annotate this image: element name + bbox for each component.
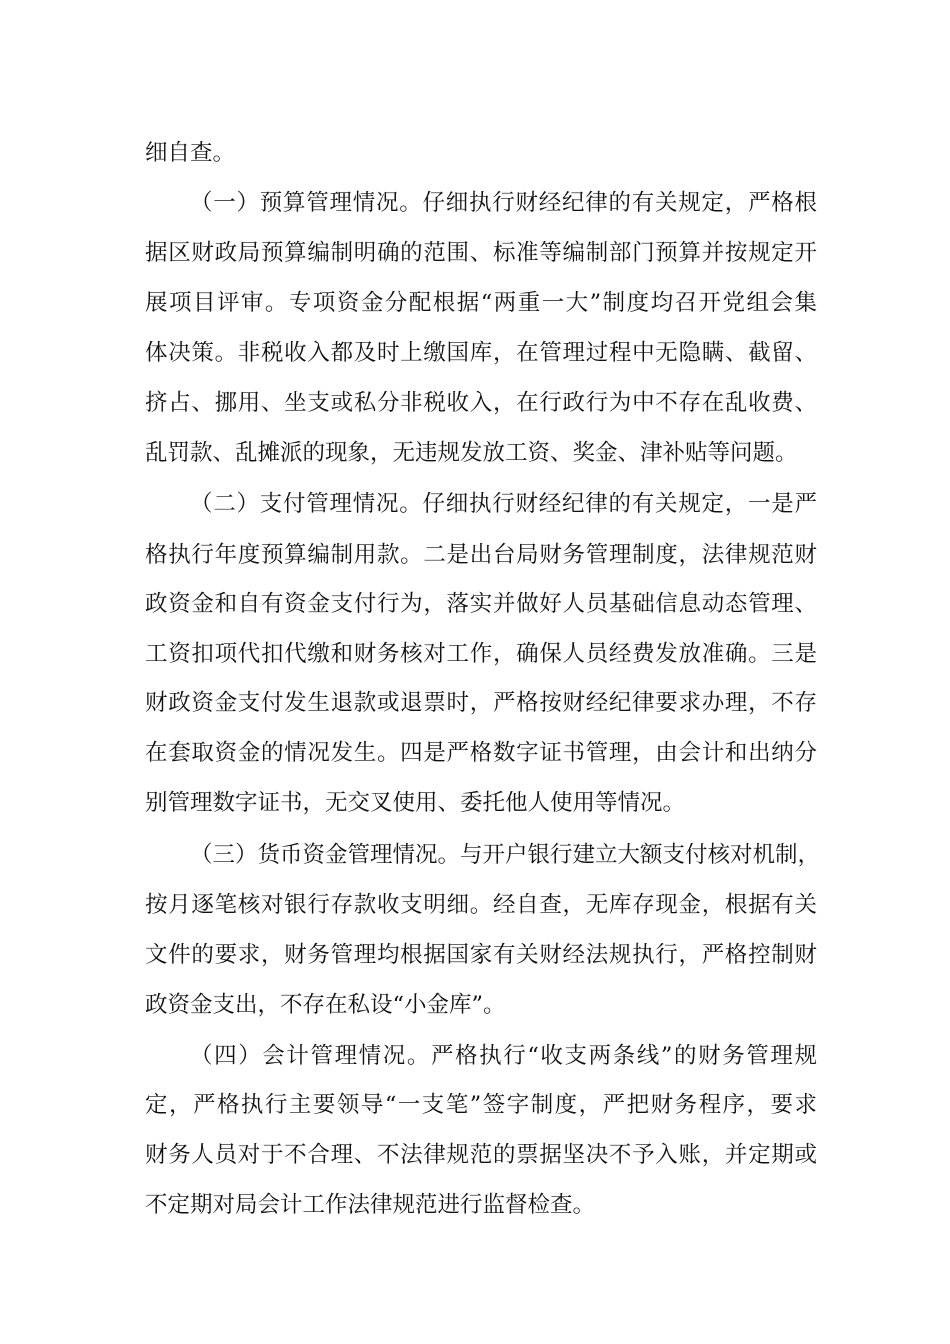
text-line: 别管理数字证书，无交叉使用、委托他人使用等情况。 bbox=[145, 790, 686, 816]
text-line: 细自查。 bbox=[145, 140, 236, 166]
text-line: 展项目评审。专项资金分配根据“两重一大”制度均召开党组会集 bbox=[145, 290, 817, 316]
text-line: （一）预算管理情况。仔细执行财经纪律的有关规定，严格根 bbox=[190, 190, 817, 216]
text-line: 挤占、挪用、坐支或私分非税收入，在行政行为中不存在乱收费、 bbox=[145, 390, 817, 416]
text-line: 定，严格执行主要领导“一支笔”签字制度，严把财务程序，要求 bbox=[145, 1092, 817, 1118]
text-line: 文件的要求，财务管理均根据国家有关财经法规执行，严格控制财 bbox=[145, 942, 817, 968]
text-line: （四）会计管理情况。严格执行“收支两条线”的财务管理规 bbox=[190, 1043, 817, 1069]
text-line: 按月逐笔核对银行存款收支明细。经自查，无库存现金，根据有关 bbox=[145, 892, 817, 918]
text-line: 不定期对局会计工作法律规范进行监督检查。 bbox=[145, 1192, 596, 1218]
text-line: 财务人员对于不合理、不法律规范的票据坚决不予入账，并定期或 bbox=[145, 1142, 817, 1168]
text-line: 工资扣项代扣代缴和财务核对工作，确保人员经费发放准确。三是 bbox=[145, 641, 817, 667]
text-line: （三）货币资金管理情况。与开户银行建立大额支付核对机制， bbox=[190, 842, 821, 868]
text-line: 据区财政局预算编制明确的范围、标准等编制部门预算并按规定开 bbox=[145, 240, 817, 266]
text-line: 政资金和自有资金支付行为，落实并做好人员基础信息动态管理、 bbox=[145, 591, 817, 617]
text-line: 乱罚款、乱摊派的现象，无违规发放工资、奖金、津补贴等问题。 bbox=[145, 440, 798, 466]
text-line: 在套取资金的情况发生。四是严格数字证书管理，由会计和出纳分 bbox=[145, 740, 817, 766]
text-line: （二）支付管理情况。仔细执行财经纪律的有关规定，一是严 bbox=[190, 491, 817, 517]
text-line: 财政资金支付发生退款或退票时，严格按财经纪律要求办理，不存 bbox=[145, 690, 817, 716]
text-line: 体决策。非税收入都及时上缴国库，在管理过程中无隐瞒、截留、 bbox=[145, 340, 817, 366]
text-line: 格执行年度预算编制用款。二是出台局财务管理制度，法律规范财 bbox=[145, 542, 817, 568]
text-line: 政资金支出，不存在私设“小金库”。 bbox=[145, 992, 506, 1018]
